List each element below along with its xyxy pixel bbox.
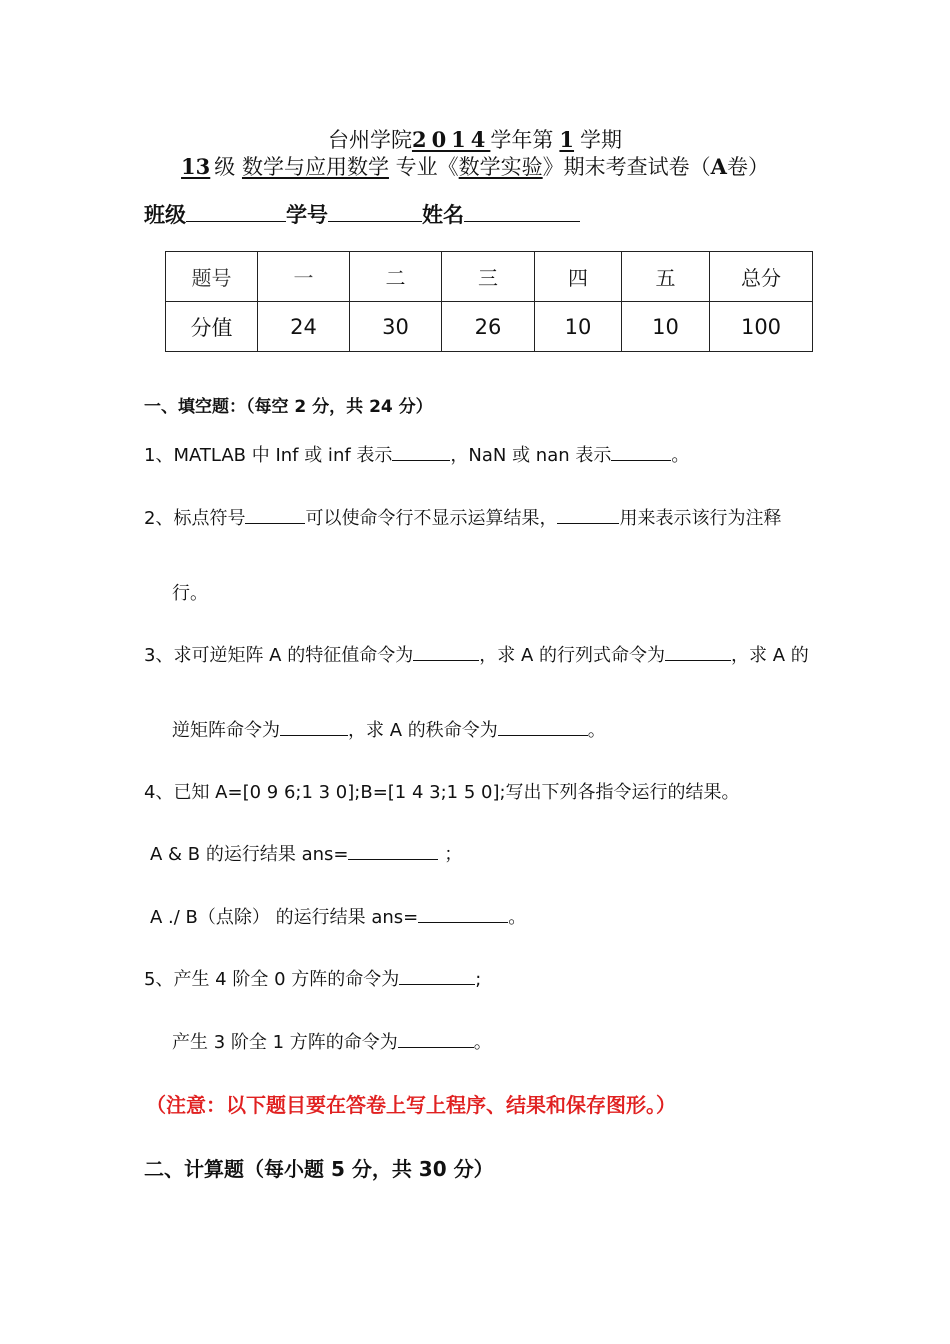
q5-blank-1[interactable] bbox=[399, 968, 475, 985]
term-number: 1 bbox=[559, 127, 575, 152]
q3-text-a: 3、求可逆矩阵 A 的特征值命令为 bbox=[144, 645, 414, 666]
q4-blank-2[interactable] bbox=[418, 906, 508, 923]
q2-blank-2[interactable] bbox=[557, 507, 619, 524]
header-cell-5: 五 bbox=[622, 252, 710, 302]
q4-blank-1[interactable] bbox=[348, 843, 438, 860]
paper-version: A bbox=[710, 154, 727, 179]
major-suffix: 专业《 bbox=[395, 155, 459, 179]
q1-text-a: 1、MATLAB 中 Inf 或 inf 表示 bbox=[144, 445, 393, 466]
course-name: 数学实验 bbox=[458, 155, 543, 179]
q3-blank-3[interactable] bbox=[280, 719, 348, 736]
question-4-and bbox=[150, 840, 462, 866]
q3-text-c: ，求 A 的 bbox=[730, 645, 809, 666]
q3-text-f: 。 bbox=[587, 720, 606, 741]
student-id-field[interactable] bbox=[328, 201, 422, 222]
header-cell-2: 二 bbox=[350, 252, 442, 302]
header-cell-1: 一 bbox=[258, 252, 350, 302]
value-cell-1: 24 bbox=[258, 302, 350, 352]
q1-blank-1[interactable] bbox=[392, 444, 450, 461]
q3-blank-4[interactable] bbox=[498, 719, 588, 736]
q5-text-d: 。 bbox=[473, 1032, 492, 1053]
value-cell-total: 100 bbox=[710, 302, 813, 352]
q1-blank-2[interactable] bbox=[611, 444, 671, 461]
student-id-label: 学号 bbox=[286, 203, 328, 227]
q2-text-a: 2、标点符号 bbox=[144, 508, 246, 529]
header-cell-3: 三 bbox=[442, 252, 535, 302]
header-cell-total: 总分 bbox=[710, 252, 813, 302]
value-cell-3: 26 bbox=[442, 302, 535, 352]
question-3-continued bbox=[172, 716, 606, 742]
q5-text-a: 5、产生 4 阶全 0 方阵的命令为 bbox=[144, 969, 400, 990]
q5-text-b: ; bbox=[475, 969, 482, 990]
exam-title: 》期末考查试卷（ bbox=[542, 155, 711, 179]
question-4: 4、已知 A=[0 9 6;1 3 0];B=[1 4 3;1 5 0];写出下列各指令运行的结果。 bbox=[144, 782, 740, 803]
q5-blank-2[interactable] bbox=[398, 1031, 474, 1048]
paper-suffix: 卷） bbox=[726, 155, 769, 179]
value-cell-4: 10 bbox=[535, 302, 622, 352]
q2-text-c: 用来表示该行为注释 bbox=[619, 508, 782, 529]
question-2 bbox=[144, 504, 781, 530]
q4-divide-text: A ./ B（点除） 的运行结果 ans= bbox=[150, 907, 419, 928]
question-1 bbox=[144, 441, 689, 467]
q3-blank-1[interactable] bbox=[413, 644, 479, 661]
grade: 13 bbox=[181, 154, 211, 179]
q1-text-b: ，NaN 或 nan 表示 bbox=[450, 445, 612, 466]
q2-text-b: 可以使命令行不显示运算结果， bbox=[305, 508, 558, 529]
q3-text-b: ，求 A 的行列式命令为 bbox=[479, 645, 665, 666]
header-cell-question-no: 题号 bbox=[166, 252, 258, 302]
grade-suffix: 级 bbox=[214, 155, 236, 179]
name-label: 姓名 bbox=[422, 203, 464, 227]
q5-text-c: 产生 3 阶全 1 方阵的命令为 bbox=[172, 1032, 398, 1053]
school-name: 台州学院 bbox=[327, 128, 412, 152]
section1-title: 一、填空题：（每空 2 分，共 24 分） bbox=[144, 397, 433, 417]
exam-header-line2 bbox=[0, 151, 950, 181]
score-table-header-row bbox=[166, 252, 813, 302]
header-cell-4: 四 bbox=[535, 252, 622, 302]
question-3 bbox=[144, 641, 809, 667]
question-4-divide bbox=[150, 903, 526, 929]
major: 数学与应用数学 bbox=[241, 155, 389, 179]
red-note: （注意：以下题目要在答卷上写上程序、结果和保存图形。） bbox=[146, 1093, 676, 1117]
term-suffix: 学期 bbox=[580, 128, 623, 152]
score-table-value-row bbox=[166, 302, 813, 352]
q2-blank-1[interactable] bbox=[245, 507, 305, 524]
question-5 bbox=[144, 965, 481, 991]
q3-text-d: 逆矩阵命令为 bbox=[172, 720, 280, 741]
value-cell-5: 10 bbox=[622, 302, 710, 352]
q4-and-text: A & B 的运行结果 ans= bbox=[150, 844, 349, 865]
score-table bbox=[165, 251, 813, 352]
class-field[interactable] bbox=[186, 201, 286, 222]
question-5-continued bbox=[172, 1028, 492, 1054]
value-cell-2: 30 bbox=[350, 302, 442, 352]
q3-text-e: ，求 A 的秩命令为 bbox=[348, 720, 498, 741]
value-cell-label: 分值 bbox=[166, 302, 258, 352]
q1-text-c: 。 bbox=[671, 445, 690, 466]
student-info-row bbox=[144, 199, 580, 229]
exam-header-line1 bbox=[0, 124, 950, 154]
section2-title: 二、计算题（每小题 5 分，共 30 分） bbox=[144, 1157, 494, 1181]
academic-year: 2014 bbox=[411, 127, 491, 152]
q4-and-end: ； bbox=[444, 844, 463, 865]
year-suffix: 学年第 bbox=[490, 128, 554, 152]
name-field[interactable] bbox=[464, 201, 580, 222]
q3-blank-2[interactable] bbox=[665, 644, 731, 661]
class-label: 班级 bbox=[144, 203, 186, 227]
question-2-continued: 行。 bbox=[172, 583, 208, 604]
q4-divide-end: 。 bbox=[508, 907, 527, 928]
